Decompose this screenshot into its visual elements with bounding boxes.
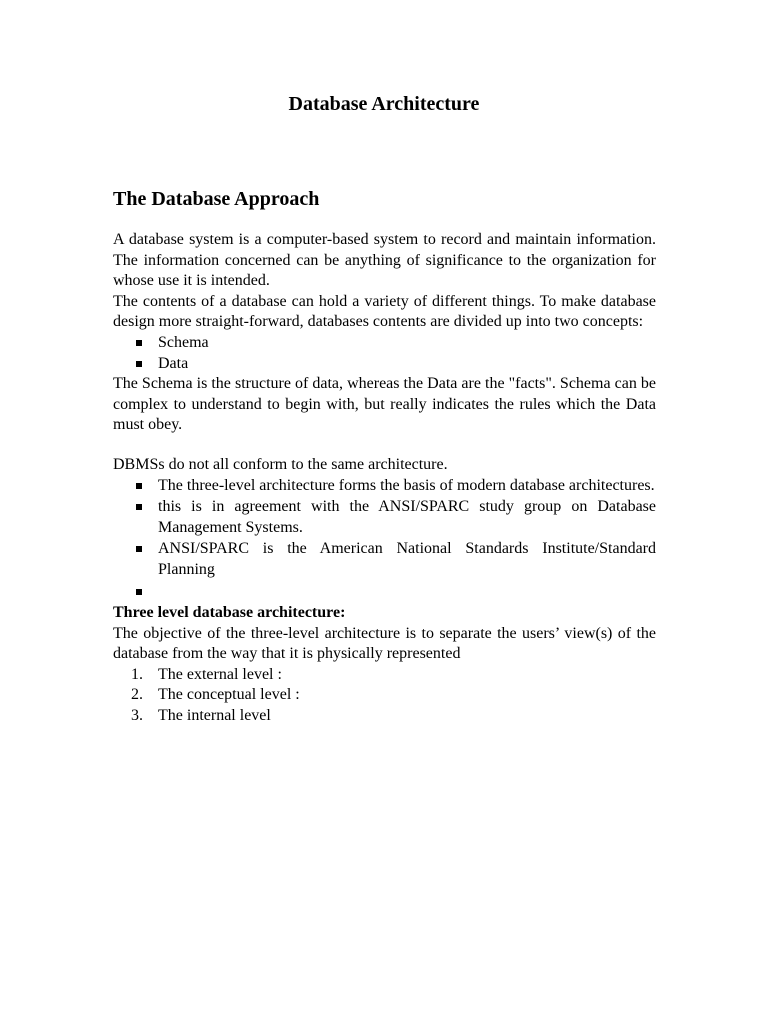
paragraph-spacer bbox=[113, 436, 656, 455]
section-heading: The Database Approach bbox=[113, 188, 320, 210]
list-item bbox=[113, 685, 656, 706]
architecture-point: The three-level architecture forms the basis of modern database architectures. bbox=[158, 476, 655, 494]
square-bullet-icon bbox=[136, 340, 142, 346]
schema-paragraph: The Schema is the structure of data, whereas the Data are the "facts". Schema can be complex to understand to begin with, but really indicates the rules which the Data must obey. bbox=[113, 375, 656, 434]
intro-paragraph: A database system is a computer-based system to record and maintain information. The information concerned can be anything of significance to the organization for whose use it is intended. bbox=[113, 231, 656, 290]
concepts-list bbox=[113, 333, 656, 374]
square-bullet-icon bbox=[136, 589, 142, 595]
concept-label: Data bbox=[158, 354, 189, 372]
list-item bbox=[113, 333, 656, 354]
level-number: 2. bbox=[131, 686, 143, 704]
concept-label: Schema bbox=[158, 333, 209, 351]
contents-paragraph: The contents of a database can hold a variety of different things. To make database design more straight-forward, databases contents are divided up into two concepts: bbox=[113, 292, 656, 331]
architecture-point: ANSI/SPARC is the American National Standards Institute/Standard Planning bbox=[158, 540, 656, 578]
level-label: The conceptual level : bbox=[158, 686, 300, 704]
document-title: Database Architecture bbox=[288, 93, 480, 115]
level-number: 3. bbox=[131, 707, 143, 725]
level-number: 1. bbox=[131, 665, 143, 683]
square-bullet-icon bbox=[136, 546, 142, 552]
list-item bbox=[113, 582, 656, 603]
document-body bbox=[113, 184, 656, 727]
objective-paragraph: The objective of the three-level architecture is to separate the users’ view(s) of the database from the way that it is physically represented bbox=[113, 624, 656, 663]
square-bullet-icon bbox=[136, 483, 142, 489]
levels-list bbox=[113, 665, 656, 727]
three-level-heading: Three level database architecture: bbox=[113, 604, 346, 622]
dbms-line: DBMSs do not all conform to the same architecture. bbox=[113, 455, 448, 473]
level-label: The external level : bbox=[158, 665, 282, 683]
architecture-point: this is in agreement with the ANSI/SPARC study group on Database Management Systems. bbox=[158, 498, 656, 536]
architecture-points-list bbox=[113, 476, 656, 603]
list-item bbox=[113, 665, 656, 686]
list-item bbox=[113, 539, 656, 580]
list-item bbox=[113, 706, 656, 727]
square-bullet-icon bbox=[136, 361, 142, 367]
list-item bbox=[113, 476, 656, 497]
list-item bbox=[113, 497, 656, 538]
list-item bbox=[113, 354, 656, 375]
square-bullet-icon bbox=[136, 504, 142, 510]
level-label: The internal level bbox=[158, 707, 271, 725]
